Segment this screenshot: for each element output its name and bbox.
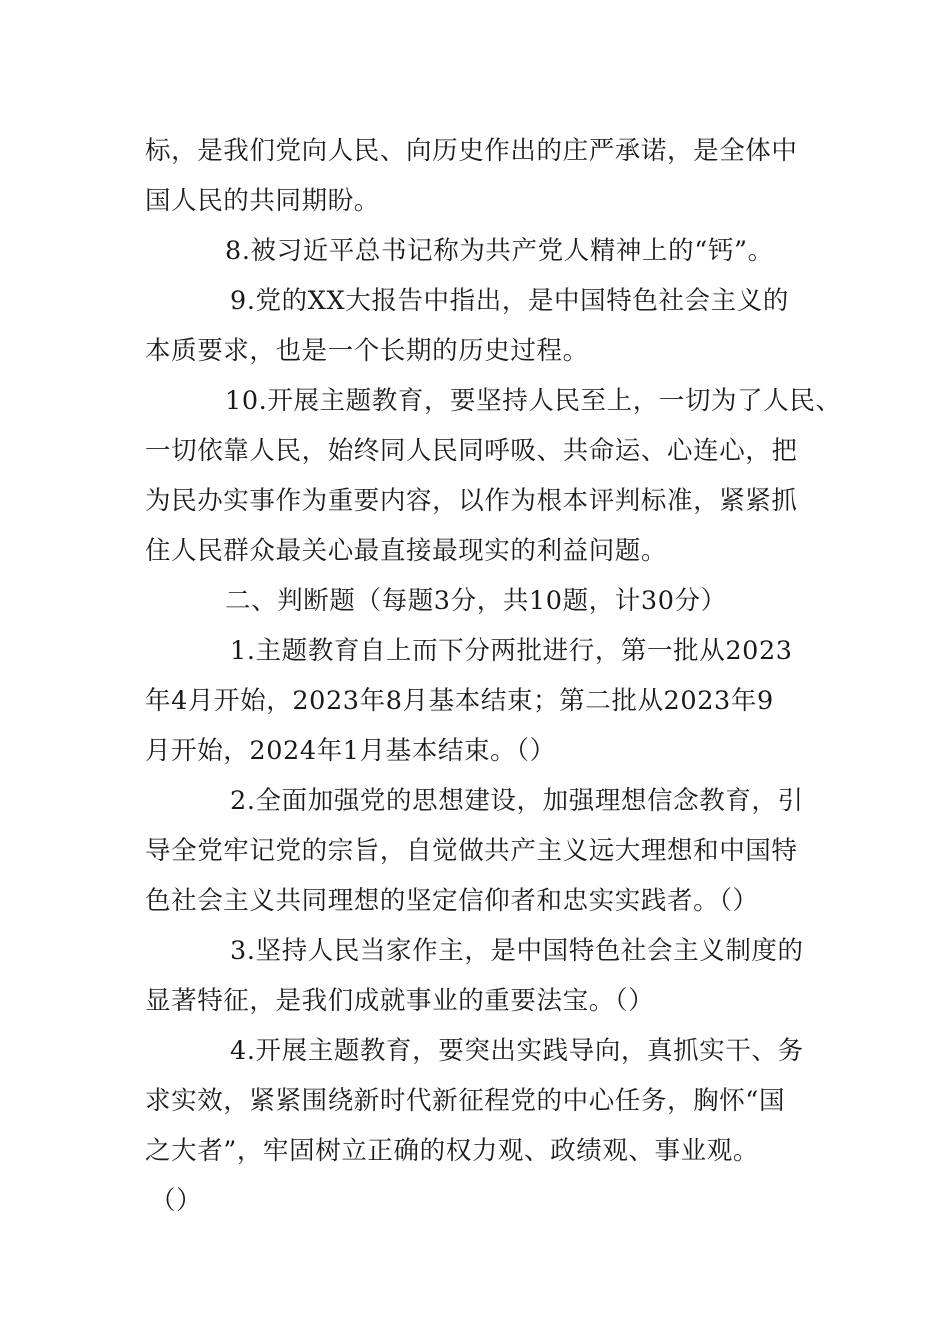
- section-heading: 二、判断题（每题3分，共10题，计30分）: [225, 586, 727, 616]
- text-line: 住人民群众最关心最直接最现实的利益问题。: [145, 536, 668, 566]
- question-fill-8: 8.被习近平总书记称为共产党人精神上的“钙”。: [225, 236, 774, 266]
- question-judge-4: 4.开展主题教育，要突出实践导向，真抓实干、务: [230, 1036, 804, 1066]
- question-fill-9: 9.党的XX大报告中指出，是中国特色社会主义的: [230, 286, 789, 316]
- text-line: 年4月开始，2023年8月基本结束；第二批从2023年9: [145, 686, 774, 716]
- text-line: 一切依靠人民，始终同人民同呼吸、共命运、心连心，把: [145, 436, 798, 466]
- text-line: 求实效，紧紧围绕新时代新征程党的中心任务，胸怀“国: [145, 1086, 786, 1116]
- text-line: 月开始，2024年1月基本结束。（）: [145, 736, 556, 766]
- answer-blank: （）: [150, 1186, 203, 1216]
- text-line: 色社会主义共同理想的坚定信仰者和忠实实践者。（）: [145, 886, 759, 916]
- text-line: 导全党牢记党的宗旨，自觉做共产主义远大理想和中国特: [145, 836, 798, 866]
- question-judge-1: 1.主题教育自上而下分两批进行，第一批从2023: [230, 636, 793, 666]
- text-line: 显著特征，是我们成就事业的重要法宝。（）: [145, 986, 655, 1016]
- text-line: 之大者”，牢固树立正确的权力观、政绩观、事业观。: [145, 1136, 759, 1166]
- text-line: 国人民的共同期盼。: [145, 186, 380, 216]
- question-judge-2: 2.全面加强党的思想建设，加强理想信念教育，引: [230, 786, 804, 816]
- text-line: 标，是我们党向人民、向历史作出的庄严承诺，是全体中: [145, 136, 798, 166]
- question-judge-3: 3.坚持人民当家作主，是中国特色社会主义制度的: [230, 936, 804, 966]
- text-line: 本质要求，也是一个长期的历史过程。: [145, 336, 589, 366]
- text-line: 为民办实事作为重要内容，以作为根本评判标准，紧紧抓: [145, 486, 798, 516]
- question-fill-10: 10.开展主题教育，要坚持人民至上，一切为了人民、: [225, 386, 842, 416]
